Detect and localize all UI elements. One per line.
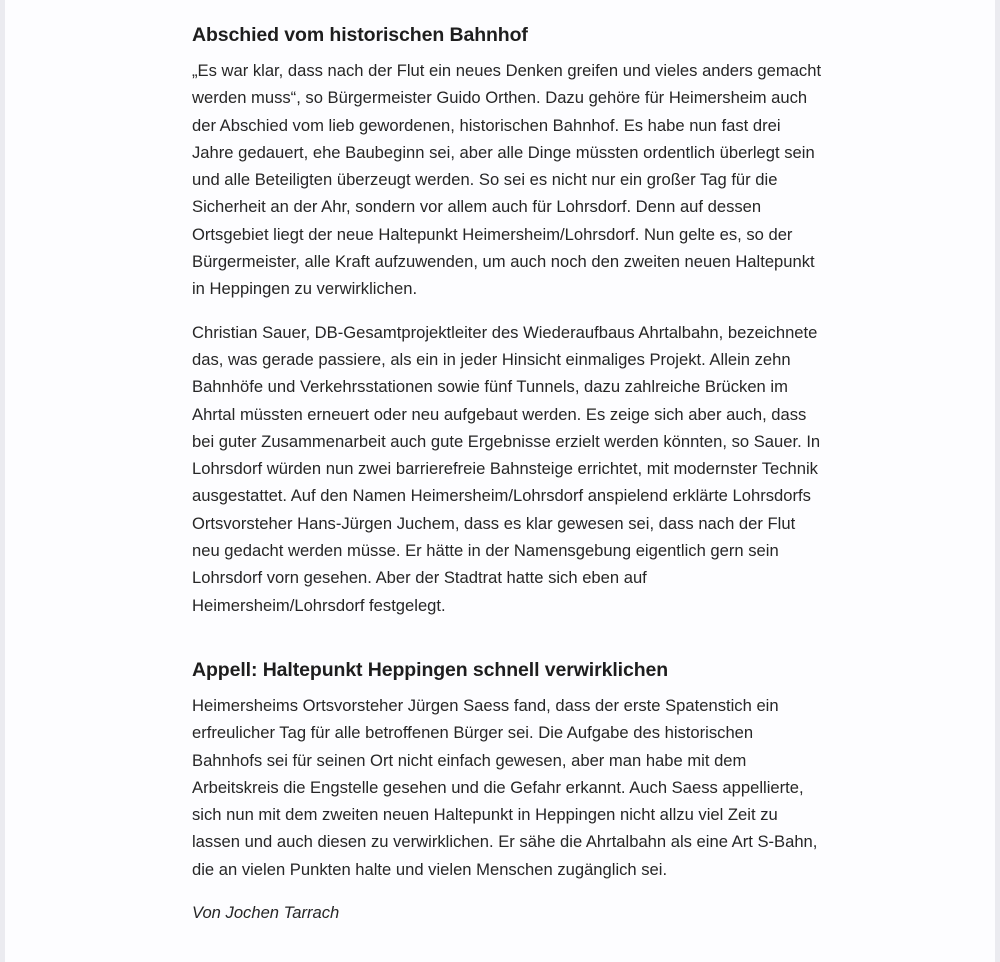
body-paragraph: Christian Sauer, DB-Gesamtprojektleiter des Wiederaufbaus Ahrtalbahn, bezeichnete das, was gerade passiere, als ein in jeder Hinsicht einmaliges Projekt. Allein zehn Bahnhöfe und Verkehrsstationen sowie fünf Tunnels, dazu zahlreiche Brücken im Ahrtal müssten erneuert oder neu aufgebaut werden. Es zeige sich aber auch, dass bei guter Zusammenarbeit auch gute Ergebnisse erzielt werden könnten, so Sauer. In Lohrsdorf würden nun zwei barrierefreie Bahnsteige errichtet, mit modernster Technik ausgestattet. Auf den Namen Heimersheim/Lohrsdorf anspielend erklärte Lohrsdorfs Ortsvorsteher Hans-Jürgen Juchem, dass es klar gewesen sei, dass nach der Flut neu gedacht werden müsse. Er hätte in der Namensgebung eigentlich gern sein Lohrsdorf vorn gesehen. Aber der Stadtrat hatte sich eben auf Heimersheim/Lohrsdorf festgelegt. [192,322,821,615]
author-byline: Von Jochen Tarrach [192,903,340,923]
body-paragraph: „Es war klar, dass nach der Flut ein neues Denken greifen und vieles anders gemacht werden muss“, so Bürgermeister Guido Orthen. Dazu gehöre für Heimersheim auch der Abschied vom lieb gewordenen, historischen Bahnhof. Es habe nun fast drei Jahre gedauert, ehe Baubeginn sei, aber alle Dinge müssten ordentlich überlegt sein und alle Beteiligten überzeugt werden. So sei es nicht nur ein großer Tag für die Sicherheit an der Ahr, sondern vor allem auch für Lohrsdorf. Denn auf dessen Ortsgebiet liegt der neue Haltepunkt Heimersheim/Lohrsdorf. Nun gelte es, so der Bürgermeister, alle Kraft aufzuwenden, um auch noch den zweiten neuen Haltepunkt in Heppingen zu verwirklichen. [192,61,822,299]
page-canvas [5,0,995,962]
section-heading: Appell: Haltepunkt Heppingen schnell verwirklichen [192,658,669,681]
article-body [192,22,822,926]
section-heading: Abschied vom historischen Bahnhof [192,24,528,46]
body-paragraph: Heimersheims Ortsvorsteher Jürgen Saess fand, dass der erste Spatenstich ein erfreulicher Tag für alle betroffenen Bürger sei. Die Aufgabe des historischen Bahnhofs sei für seinen Ort nicht einfach gewesen, aber man habe mit dem Arbeitskreis die Engstelle gesehen und die Gefahr erkannt. Auch Saess appellierte, sich nun mit dem zweiten neuen Haltepunkt in Heppingen nicht allzu viel Zeit zu lassen und auch diesen zu verwirklichen. Er sähe die Ahrtalbahn als eine Art S-Bahn, die an vielen Punkten halte und vielen Menschen zugänglich sei. [192,695,818,879]
